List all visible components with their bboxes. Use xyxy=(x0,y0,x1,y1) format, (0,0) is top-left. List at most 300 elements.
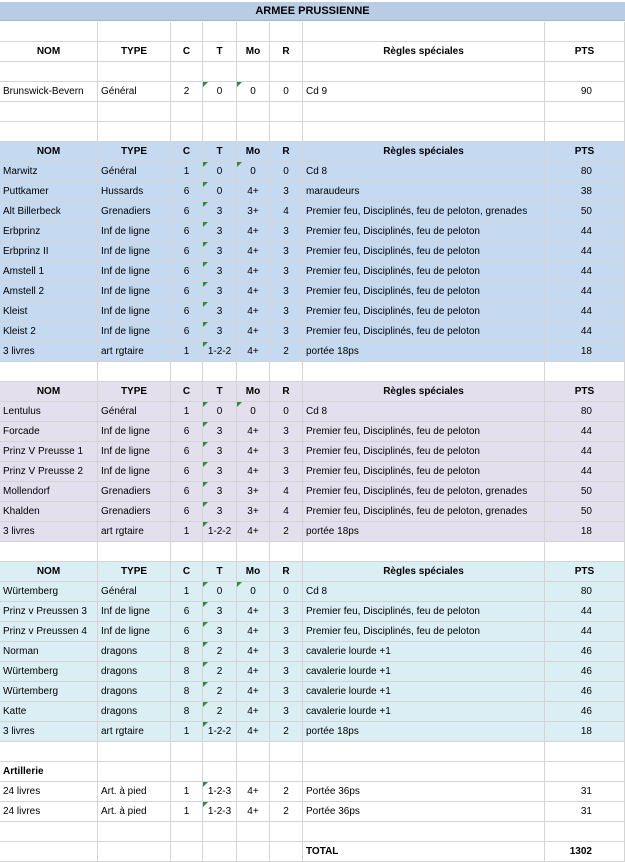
nom-cell[interactable] xyxy=(0,102,98,122)
rules-cell[interactable]: Premier feu, Disciplinés, feu de peloton xyxy=(303,442,545,462)
t-cell[interactable] xyxy=(203,742,237,762)
nom-cell[interactable]: Prinz V Preusse 2 xyxy=(0,462,98,482)
rules-cell[interactable]: Premier feu, Disciplinés, feu de peloton xyxy=(303,262,545,282)
nom-cell[interactable]: Alt Billerbeck xyxy=(0,202,98,222)
mo-cell[interactable] xyxy=(237,22,270,42)
r-cell[interactable]: 0 xyxy=(270,402,303,422)
pts-cell[interactable] xyxy=(545,122,625,142)
mo-cell[interactable]: 4+ xyxy=(237,342,270,362)
mo-cell[interactable] xyxy=(237,102,270,122)
nom-cell[interactable] xyxy=(0,122,98,142)
nom-cell[interactable]: Würtemberg xyxy=(0,682,98,702)
rules-cell[interactable]: cavalerie lourde +1 xyxy=(303,642,545,662)
type-cell[interactable]: TYPE xyxy=(98,42,171,62)
pts-cell[interactable]: 50 xyxy=(545,502,625,522)
type-cell[interactable]: dragons xyxy=(98,682,171,702)
mo-cell[interactable]: 4+ xyxy=(237,302,270,322)
nom-cell[interactable]: NOM xyxy=(0,382,98,402)
nom-cell[interactable]: 3 livres xyxy=(0,722,98,742)
c-cell[interactable]: 8 xyxy=(171,702,203,722)
r-cell[interactable] xyxy=(270,762,303,782)
t-cell[interactable]: T xyxy=(203,382,237,402)
t-cell[interactable] xyxy=(203,362,237,382)
mo-cell[interactable] xyxy=(237,842,270,862)
mo-cell[interactable] xyxy=(237,122,270,142)
mo-cell[interactable]: 4+ xyxy=(237,222,270,242)
t-cell[interactable]: 3 xyxy=(203,482,237,502)
t-cell[interactable]: 3 xyxy=(203,242,237,262)
pts-cell[interactable]: 31 xyxy=(545,782,625,802)
t-cell[interactable]: 0 xyxy=(203,182,237,202)
c-cell[interactable]: 1 xyxy=(171,522,203,542)
rules-cell[interactable]: Premier feu, Disciplinés, feu de peloton, grenades xyxy=(303,482,545,502)
pts-cell[interactable]: 18 xyxy=(545,342,625,362)
c-cell[interactable] xyxy=(171,62,203,82)
type-cell[interactable]: Inf de ligne xyxy=(98,302,171,322)
c-cell[interactable]: 1 xyxy=(171,782,203,802)
pts-cell[interactable] xyxy=(545,22,625,42)
pts-cell[interactable]: 46 xyxy=(545,682,625,702)
t-cell[interactable]: 3 xyxy=(203,602,237,622)
nom-cell[interactable] xyxy=(0,742,98,762)
nom-cell[interactable]: Prinz v Preussen 3 xyxy=(0,602,98,622)
nom-cell[interactable] xyxy=(0,362,98,382)
nom-cell[interactable]: Norman xyxy=(0,642,98,662)
mo-cell[interactable]: 4+ xyxy=(237,282,270,302)
rules-cell[interactable]: cavalerie lourde +1 xyxy=(303,662,545,682)
mo-cell[interactable]: 0 xyxy=(237,162,270,182)
pts-cell[interactable]: 44 xyxy=(545,282,625,302)
mo-cell[interactable] xyxy=(237,362,270,382)
r-cell[interactable]: 4 xyxy=(270,482,303,502)
c-cell[interactable]: 6 xyxy=(171,322,203,342)
rules-cell[interactable]: Cd 8 xyxy=(303,582,545,602)
mo-cell[interactable]: 4+ xyxy=(237,182,270,202)
nom-cell[interactable]: Khalden xyxy=(0,502,98,522)
mo-cell[interactable] xyxy=(237,62,270,82)
pts-cell[interactable]: 44 xyxy=(545,222,625,242)
nom-cell[interactable]: Amstell 2 xyxy=(0,282,98,302)
rules-cell[interactable]: Premier feu, Disciplinés, feu de peloton xyxy=(303,222,545,242)
mo-cell[interactable]: 4+ xyxy=(237,322,270,342)
r-cell[interactable]: 3 xyxy=(270,422,303,442)
c-cell[interactable]: 1 xyxy=(171,582,203,602)
r-cell[interactable]: 0 xyxy=(270,582,303,602)
rules-cell[interactable] xyxy=(303,362,545,382)
c-cell[interactable]: 8 xyxy=(171,642,203,662)
r-cell[interactable] xyxy=(270,362,303,382)
nom-cell[interactable]: Würtemberg xyxy=(0,582,98,602)
pts-cell[interactable] xyxy=(545,762,625,782)
t-cell[interactable]: 3 xyxy=(203,202,237,222)
rules-cell[interactable]: Règles spéciales xyxy=(303,142,545,162)
t-cell[interactable]: 3 xyxy=(203,322,237,342)
r-cell[interactable] xyxy=(270,822,303,842)
pts-cell[interactable]: PTS xyxy=(545,562,625,582)
mo-cell[interactable] xyxy=(237,742,270,762)
rules-cell[interactable]: Cd 8 xyxy=(303,162,545,182)
type-cell[interactable]: Art. à pied xyxy=(98,802,171,822)
type-cell[interactable] xyxy=(98,122,171,142)
t-cell[interactable] xyxy=(203,62,237,82)
mo-cell[interactable]: 4+ xyxy=(237,702,270,722)
pts-cell[interactable]: 1302 xyxy=(545,842,625,862)
type-cell[interactable]: Inf de ligne xyxy=(98,222,171,242)
mo-cell[interactable]: 4+ xyxy=(237,782,270,802)
rules-cell[interactable] xyxy=(303,742,545,762)
type-cell[interactable]: Général xyxy=(98,162,171,182)
mo-cell[interactable]: 0 xyxy=(237,82,270,102)
r-cell[interactable]: 3 xyxy=(270,282,303,302)
type-cell[interactable]: art rgtaire xyxy=(98,522,171,542)
r-cell[interactable]: 3 xyxy=(270,442,303,462)
nom-cell[interactable] xyxy=(0,822,98,842)
c-cell[interactable]: 6 xyxy=(171,462,203,482)
pts-cell[interactable]: 44 xyxy=(545,322,625,342)
rules-cell[interactable]: Règles spéciales xyxy=(303,562,545,582)
r-cell[interactable]: 3 xyxy=(270,262,303,282)
r-cell[interactable]: 3 xyxy=(270,322,303,342)
c-cell[interactable]: 6 xyxy=(171,622,203,642)
t-cell[interactable]: 3 xyxy=(203,222,237,242)
nom-cell[interactable]: Marwitz xyxy=(0,162,98,182)
nom-cell[interactable] xyxy=(0,22,98,42)
t-cell[interactable]: 2 xyxy=(203,682,237,702)
nom-cell[interactable] xyxy=(0,62,98,82)
t-cell[interactable]: 3 xyxy=(203,442,237,462)
mo-cell[interactable] xyxy=(237,762,270,782)
c-cell[interactable]: 2 xyxy=(171,82,203,102)
t-cell[interactable]: T xyxy=(203,562,237,582)
pts-cell[interactable]: 44 xyxy=(545,242,625,262)
pts-cell[interactable] xyxy=(545,822,625,842)
t-cell[interactable]: 0 xyxy=(203,82,237,102)
rules-cell[interactable]: Cd 9 xyxy=(303,82,545,102)
pts-cell[interactable] xyxy=(545,742,625,762)
r-cell[interactable] xyxy=(270,842,303,862)
c-cell[interactable] xyxy=(171,842,203,862)
pts-cell[interactable]: 80 xyxy=(545,402,625,422)
c-cell[interactable]: 6 xyxy=(171,282,203,302)
nom-cell[interactable]: Katte xyxy=(0,702,98,722)
type-cell[interactable]: Général xyxy=(98,82,171,102)
type-cell[interactable]: art rgtaire xyxy=(98,722,171,742)
mo-cell[interactable]: Mo xyxy=(237,382,270,402)
rules-cell[interactable]: TOTAL xyxy=(303,842,545,862)
pts-cell[interactable]: 44 xyxy=(545,622,625,642)
type-cell[interactable] xyxy=(98,842,171,862)
r-cell[interactable]: 3 xyxy=(270,622,303,642)
nom-cell[interactable]: Forcade xyxy=(0,422,98,442)
c-cell[interactable]: C xyxy=(171,562,203,582)
t-cell[interactable]: T xyxy=(203,142,237,162)
c-cell[interactable]: 1 xyxy=(171,802,203,822)
t-cell[interactable]: 3 xyxy=(203,302,237,322)
t-cell[interactable]: 0 xyxy=(203,582,237,602)
pts-cell[interactable]: 44 xyxy=(545,262,625,282)
type-cell[interactable] xyxy=(98,742,171,762)
c-cell[interactable]: 1 xyxy=(171,722,203,742)
type-cell[interactable] xyxy=(98,362,171,382)
t-cell[interactable]: 2 xyxy=(203,642,237,662)
type-cell[interactable]: Grenadiers xyxy=(98,502,171,522)
pts-cell[interactable]: 44 xyxy=(545,442,625,462)
type-cell[interactable]: TYPE xyxy=(98,382,171,402)
rules-cell[interactable]: Premier feu, Disciplinés, feu de peloton xyxy=(303,322,545,342)
nom-cell[interactable]: NOM xyxy=(0,42,98,62)
t-cell[interactable] xyxy=(203,842,237,862)
type-cell[interactable]: Inf de ligne xyxy=(98,442,171,462)
t-cell[interactable]: 3 xyxy=(203,422,237,442)
type-cell[interactable]: Inf de ligne xyxy=(98,282,171,302)
r-cell[interactable]: R xyxy=(270,42,303,62)
rules-cell[interactable] xyxy=(303,762,545,782)
type-cell[interactable]: Art. à pied xyxy=(98,782,171,802)
r-cell[interactable] xyxy=(270,102,303,122)
r-cell[interactable]: R xyxy=(270,562,303,582)
mo-cell[interactable]: 4+ xyxy=(237,442,270,462)
pts-cell[interactable] xyxy=(545,362,625,382)
mo-cell[interactable]: 0 xyxy=(237,582,270,602)
type-cell[interactable]: Grenadiers xyxy=(98,482,171,502)
rules-cell[interactable]: Premier feu, Disciplinés, feu de peloton xyxy=(303,282,545,302)
c-cell[interactable]: 6 xyxy=(171,482,203,502)
rules-cell[interactable]: Règles spéciales xyxy=(303,42,545,62)
c-cell[interactable]: 6 xyxy=(171,302,203,322)
mo-cell[interactable]: 4+ xyxy=(237,602,270,622)
type-cell[interactable]: Inf de ligne xyxy=(98,422,171,442)
c-cell[interactable] xyxy=(171,762,203,782)
c-cell[interactable]: 8 xyxy=(171,682,203,702)
type-cell[interactable]: Général xyxy=(98,582,171,602)
c-cell[interactable] xyxy=(171,822,203,842)
rules-cell[interactable]: portée 18ps xyxy=(303,342,545,362)
rules-cell[interactable] xyxy=(303,822,545,842)
type-cell[interactable]: dragons xyxy=(98,642,171,662)
r-cell[interactable]: 2 xyxy=(270,342,303,362)
pts-cell[interactable]: 46 xyxy=(545,642,625,662)
c-cell[interactable]: 6 xyxy=(171,182,203,202)
c-cell[interactable]: 1 xyxy=(171,162,203,182)
type-cell[interactable]: Inf de ligne xyxy=(98,242,171,262)
t-cell[interactable]: 3 xyxy=(203,622,237,642)
rules-cell[interactable]: Règles spéciales xyxy=(303,382,545,402)
pts-cell[interactable]: 46 xyxy=(545,662,625,682)
c-cell[interactable]: C xyxy=(171,142,203,162)
rules-cell[interactable]: Portée 36ps xyxy=(303,782,545,802)
rules-cell[interactable]: Premier feu, Disciplinés, feu de peloton xyxy=(303,422,545,442)
pts-cell[interactable]: PTS xyxy=(545,42,625,62)
rules-cell[interactable] xyxy=(303,62,545,82)
c-cell[interactable] xyxy=(171,22,203,42)
mo-cell[interactable]: 4+ xyxy=(237,462,270,482)
mo-cell[interactable]: Mo xyxy=(237,142,270,162)
mo-cell[interactable]: 4+ xyxy=(237,722,270,742)
t-cell[interactable]: 1-2-2 xyxy=(203,722,237,742)
rules-cell[interactable]: Premier feu, Disciplinés, feu de peloton xyxy=(303,242,545,262)
nom-cell[interactable]: Prinz V Preusse 1 xyxy=(0,442,98,462)
rules-cell[interactable]: Premier feu, Disciplinés, feu de peloton, grenades xyxy=(303,502,545,522)
nom-cell[interactable]: Puttkamer xyxy=(0,182,98,202)
pts-cell[interactable]: 44 xyxy=(545,302,625,322)
nom-cell[interactable]: NOM xyxy=(0,142,98,162)
t-cell[interactable]: 2 xyxy=(203,702,237,722)
mo-cell[interactable]: 4+ xyxy=(237,802,270,822)
t-cell[interactable]: 1-2-2 xyxy=(203,342,237,362)
t-cell[interactable] xyxy=(203,542,237,562)
r-cell[interactable]: 3 xyxy=(270,642,303,662)
c-cell[interactable]: C xyxy=(171,42,203,62)
mo-cell[interactable]: 4+ xyxy=(237,522,270,542)
r-cell[interactable] xyxy=(270,22,303,42)
r-cell[interactable]: 3 xyxy=(270,302,303,322)
t-cell[interactable] xyxy=(203,762,237,782)
type-cell[interactable] xyxy=(98,62,171,82)
pts-cell[interactable]: PTS xyxy=(545,142,625,162)
nom-cell[interactable]: Kleist 2 xyxy=(0,322,98,342)
type-cell[interactable]: Grenadiers xyxy=(98,202,171,222)
pts-cell[interactable]: 80 xyxy=(545,582,625,602)
t-cell[interactable] xyxy=(203,102,237,122)
nom-cell[interactable]: Kleist xyxy=(0,302,98,322)
r-cell[interactable]: 3 xyxy=(270,222,303,242)
r-cell[interactable]: 2 xyxy=(270,782,303,802)
mo-cell[interactable]: 4+ xyxy=(237,622,270,642)
nom-cell[interactable]: 3 livres xyxy=(0,342,98,362)
c-cell[interactable] xyxy=(171,542,203,562)
mo-cell[interactable]: 4+ xyxy=(237,662,270,682)
c-cell[interactable]: C xyxy=(171,382,203,402)
nom-cell[interactable]: Amstell 1 xyxy=(0,262,98,282)
nom-cell[interactable]: Erbprinz II xyxy=(0,242,98,262)
pts-cell[interactable]: 44 xyxy=(545,422,625,442)
r-cell[interactable]: 3 xyxy=(270,702,303,722)
r-cell[interactable]: R xyxy=(270,142,303,162)
nom-cell[interactable] xyxy=(0,842,98,862)
nom-cell[interactable]: NOM xyxy=(0,562,98,582)
type-cell[interactable]: Hussards xyxy=(98,182,171,202)
r-cell[interactable]: 0 xyxy=(270,82,303,102)
mo-cell[interactable]: 4+ xyxy=(237,682,270,702)
mo-cell[interactable] xyxy=(237,822,270,842)
t-cell[interactable]: 3 xyxy=(203,282,237,302)
r-cell[interactable] xyxy=(270,122,303,142)
mo-cell[interactable]: 4+ xyxy=(237,262,270,282)
pts-cell[interactable]: 44 xyxy=(545,462,625,482)
r-cell[interactable]: 3 xyxy=(270,662,303,682)
c-cell[interactable]: 8 xyxy=(171,662,203,682)
r-cell[interactable]: R xyxy=(270,382,303,402)
t-cell[interactable]: 0 xyxy=(203,162,237,182)
mo-cell[interactable]: 4+ xyxy=(237,422,270,442)
c-cell[interactable]: 6 xyxy=(171,442,203,462)
t-cell[interactable]: 1-2-3 xyxy=(203,802,237,822)
pts-cell[interactable] xyxy=(545,62,625,82)
pts-cell[interactable]: 90 xyxy=(545,82,625,102)
c-cell[interactable]: 1 xyxy=(171,402,203,422)
c-cell[interactable] xyxy=(171,362,203,382)
rules-cell[interactable]: portée 18ps xyxy=(303,722,545,742)
pts-cell[interactable]: 80 xyxy=(545,162,625,182)
t-cell[interactable]: 1-2-3 xyxy=(203,782,237,802)
r-cell[interactable]: 2 xyxy=(270,722,303,742)
rules-cell[interactable]: Premier feu, Disciplinés, feu de peloton xyxy=(303,602,545,622)
c-cell[interactable]: 6 xyxy=(171,502,203,522)
type-cell[interactable]: TYPE xyxy=(98,562,171,582)
type-cell[interactable]: TYPE xyxy=(98,142,171,162)
pts-cell[interactable]: 50 xyxy=(545,202,625,222)
r-cell[interactable]: 3 xyxy=(270,182,303,202)
rules-cell[interactable]: Premier feu, Disciplinés, feu de peloton xyxy=(303,622,545,642)
r-cell[interactable]: 3 xyxy=(270,602,303,622)
mo-cell[interactable]: 0 xyxy=(237,402,270,422)
type-cell[interactable] xyxy=(98,102,171,122)
pts-cell[interactable]: 44 xyxy=(545,602,625,622)
r-cell[interactable]: 2 xyxy=(270,802,303,822)
type-cell[interactable]: dragons xyxy=(98,662,171,682)
type-cell[interactable] xyxy=(98,822,171,842)
c-cell[interactable] xyxy=(171,742,203,762)
nom-cell[interactable]: Erbprinz xyxy=(0,222,98,242)
mo-cell[interactable]: 3+ xyxy=(237,502,270,522)
rules-cell[interactable]: cavalerie lourde +1 xyxy=(303,702,545,722)
r-cell[interactable] xyxy=(270,742,303,762)
type-cell[interactable]: Inf de ligne xyxy=(98,322,171,342)
r-cell[interactable] xyxy=(270,62,303,82)
rules-cell[interactable] xyxy=(303,122,545,142)
r-cell[interactable]: 3 xyxy=(270,242,303,262)
pts-cell[interactable]: 31 xyxy=(545,802,625,822)
c-cell[interactable]: 1 xyxy=(171,342,203,362)
pts-cell[interactable]: 18 xyxy=(545,722,625,742)
rules-cell[interactable]: Portée 36ps xyxy=(303,802,545,822)
type-cell[interactable] xyxy=(98,22,171,42)
r-cell[interactable]: 2 xyxy=(270,522,303,542)
rules-cell[interactable] xyxy=(303,22,545,42)
pts-cell[interactable]: 18 xyxy=(545,522,625,542)
type-cell[interactable]: Général xyxy=(98,402,171,422)
type-cell[interactable]: art rgtaire xyxy=(98,342,171,362)
c-cell[interactable] xyxy=(171,102,203,122)
t-cell[interactable]: T xyxy=(203,42,237,62)
t-cell[interactable]: 3 xyxy=(203,462,237,482)
type-cell[interactable]: Inf de ligne xyxy=(98,622,171,642)
mo-cell[interactable]: Mo xyxy=(237,562,270,582)
mo-cell[interactable]: Mo xyxy=(237,42,270,62)
r-cell[interactable]: 3 xyxy=(270,682,303,702)
rules-cell[interactable] xyxy=(303,102,545,122)
pts-cell[interactable]: 50 xyxy=(545,482,625,502)
nom-cell[interactable]: Mollendorf xyxy=(0,482,98,502)
nom-cell[interactable]: 24 livres xyxy=(0,782,98,802)
r-cell[interactable]: 3 xyxy=(270,462,303,482)
c-cell[interactable]: 6 xyxy=(171,602,203,622)
c-cell[interactable] xyxy=(171,122,203,142)
c-cell[interactable]: 6 xyxy=(171,262,203,282)
r-cell[interactable]: 4 xyxy=(270,202,303,222)
rules-cell[interactable]: Premier feu, Disciplinés, feu de peloton, grenades xyxy=(303,202,545,222)
mo-cell[interactable]: 3+ xyxy=(237,202,270,222)
t-cell[interactable] xyxy=(203,122,237,142)
nom-cell[interactable]: Prinz v Preussen 4 xyxy=(0,622,98,642)
r-cell[interactable]: 4 xyxy=(270,502,303,522)
pts-cell[interactable] xyxy=(545,542,625,562)
pts-cell[interactable] xyxy=(545,102,625,122)
mo-cell[interactable] xyxy=(237,542,270,562)
pts-cell[interactable]: 38 xyxy=(545,182,625,202)
rules-cell[interactable] xyxy=(303,542,545,562)
type-cell[interactable]: dragons xyxy=(98,702,171,722)
